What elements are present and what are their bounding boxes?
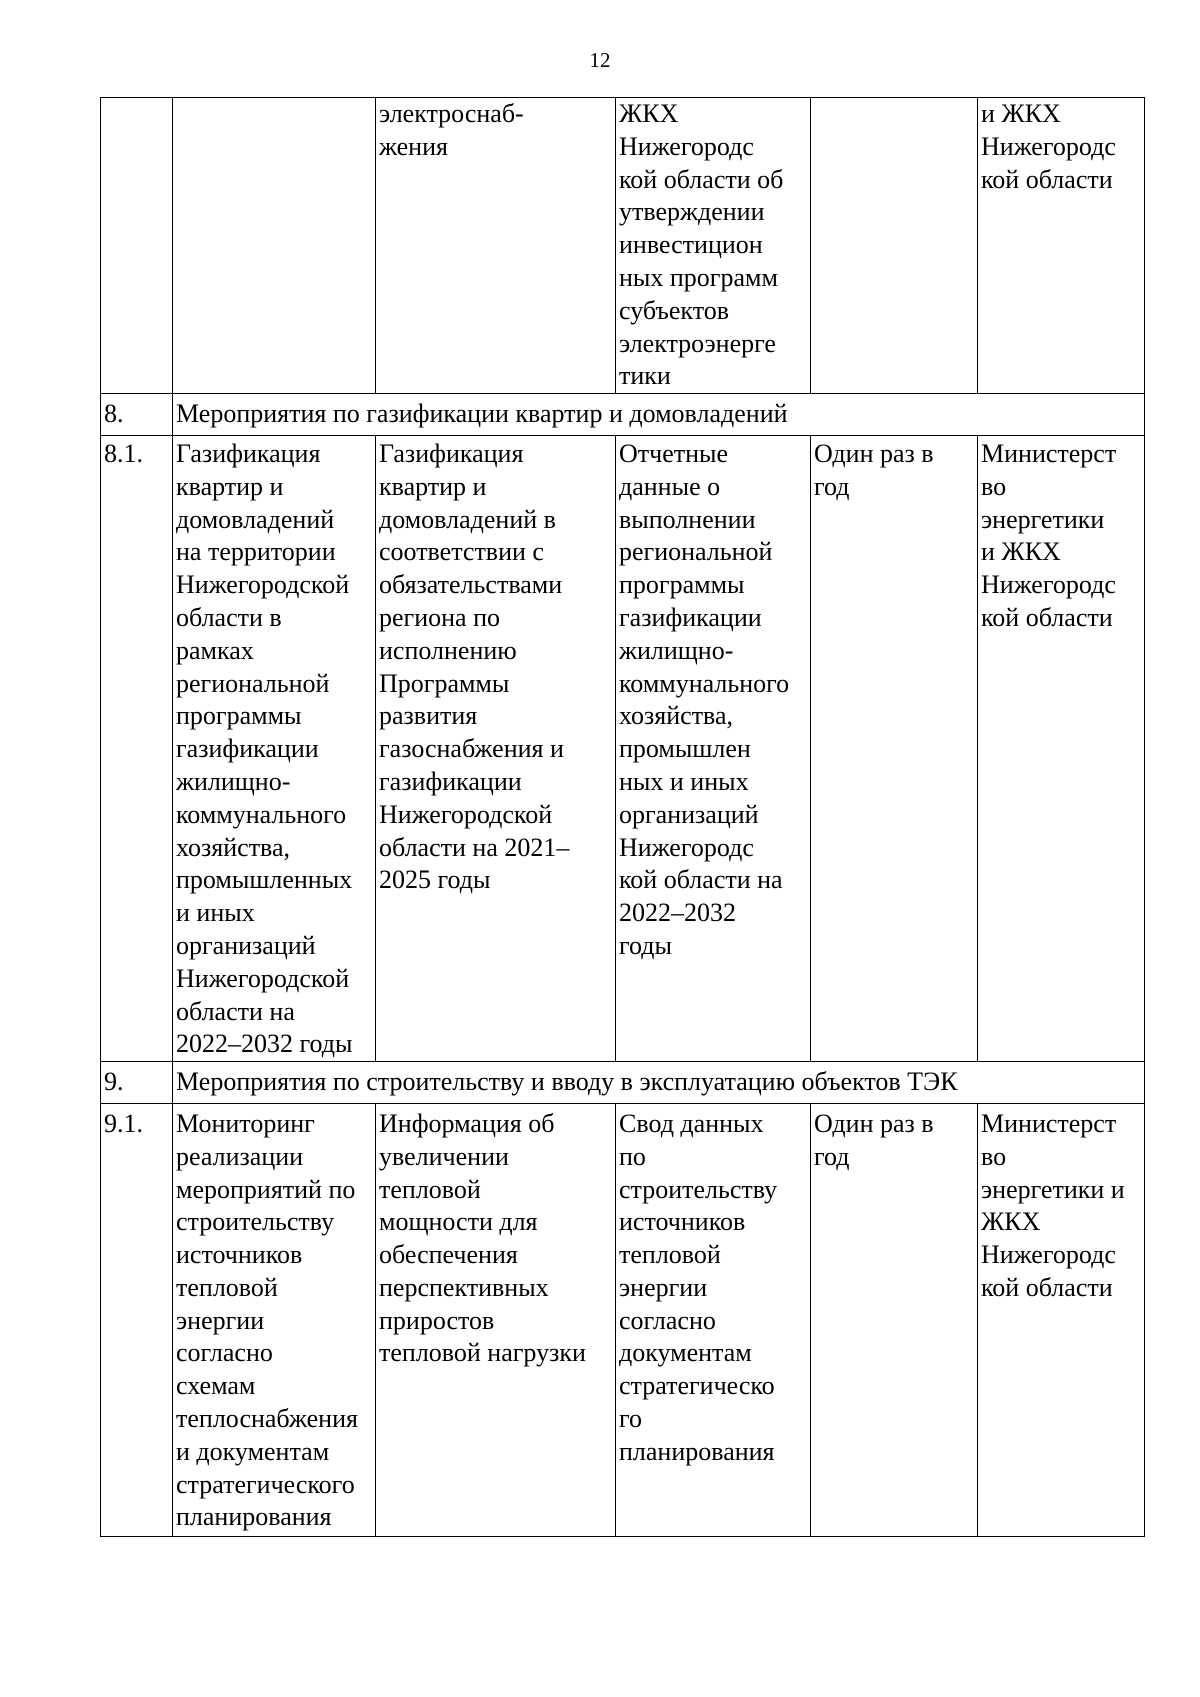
cell-data-source: Свод данных по строительству источников тепловой энергии согласно документам стратегическо го планирования xyxy=(616,1103,811,1536)
cell-indicator: Газификация квартир и домовладений в соответствии с обязательствами региона по исполнению Программы развития газоснабжения и газификации Нижегородской области на 2021– 2025 годы xyxy=(376,435,616,1061)
section-row-9 xyxy=(101,1062,1145,1104)
cell-frequency: Один раз в год xyxy=(811,1103,978,1536)
cell-indicator: электроснаб- жения xyxy=(376,98,616,394)
cell-responsible: Министерст во энергетики и ЖКХ Нижегородс кой области xyxy=(978,1103,1145,1536)
cell-frequency: Один раз в год xyxy=(811,435,978,1061)
cell-num: 8.1. xyxy=(101,435,173,1061)
cell-indicator: Информация об увеличении тепловой мощности для обеспечения перспективных приростов тепловой нагрузки xyxy=(376,1103,616,1536)
cell-measure-name: Мониторинг реализации мероприятий по строительству источников тепловой энергии согласно схемам теплоснабжения и документам стратегического планирования xyxy=(173,1103,376,1536)
cell-responsible: Министерст во энергетики и ЖКХ Нижегородс кой области xyxy=(978,435,1145,1061)
cell-data-source: ЖКХ Нижегородс кой области об утверждении инвестицион ных программ субъектов электроэнерге тики xyxy=(616,98,811,394)
cell-measure-name: Газификация квартир и домовладений на территории Нижегородской области в рамках региональной программы газификации жилищно- коммунального хозяйства, промышленных и иных организаций Нижегородской области на 2022–2032 годы xyxy=(173,435,376,1061)
page-number: 12 xyxy=(589,48,611,72)
measures-table xyxy=(100,97,1145,1537)
table-row xyxy=(101,435,1145,1061)
cell-section-num: 9. xyxy=(101,1062,173,1104)
cell-num: 9.1. xyxy=(101,1103,173,1536)
cell-num xyxy=(101,98,173,394)
cell-data-source: Отчетные данные о выполнении региональной программы газификации жилищно- коммунального хозяйства, промышлен ных и иных организаций Нижегородс кой области на 2022–2032 годы xyxy=(616,435,811,1061)
cell-section-title: Мероприятия по строительству и вводу в эксплуатацию объектов ТЭК xyxy=(173,1062,1145,1104)
table-row xyxy=(101,1103,1145,1536)
cell-measure-name xyxy=(173,98,376,394)
section-row-8 xyxy=(101,394,1145,436)
cell-section-num: 8. xyxy=(101,394,173,436)
table-row xyxy=(101,98,1145,394)
cell-section-title: Мероприятия по газификации квартир и домовладений xyxy=(173,394,1145,436)
cell-responsible: и ЖКХ Нижегородс кой области xyxy=(978,98,1145,394)
cell-frequency xyxy=(811,98,978,394)
